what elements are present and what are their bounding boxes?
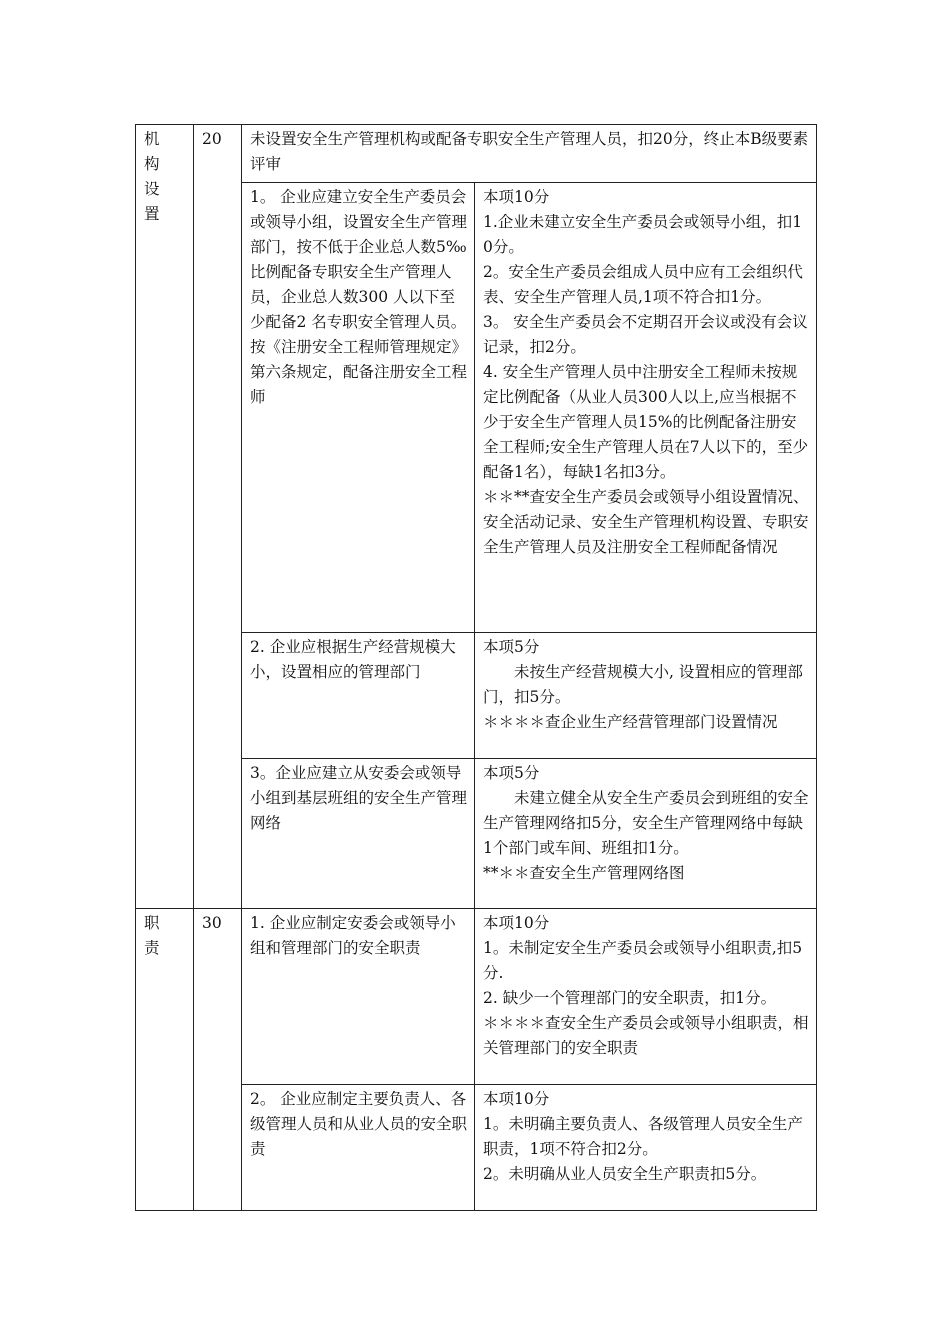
table-row [136,125,817,183]
criteria-line: 2. 缺少一个管理部门的安全职责，扣1分。 [483,989,777,1007]
criteria-line: 1.企业未建立安全生产委员会或领导小组，扣10分。 [483,213,803,256]
category-label: 职责 [144,914,160,957]
category-cell [136,125,194,909]
criteria-cell [475,759,817,909]
requirement-cell: 2。 企业应制定主要负责人、各级管理人员和从业人员的安全职责 [242,1085,475,1211]
requirement-cell: 3。企业应建立从安委会或领导小组到基层班组的安全生产管理网络 [242,759,475,909]
score-cell: 20 [194,125,242,909]
criteria-line: 2。安全生产委员会组成人员中应有工会组织代表、安全生产管理人员,1项不符合扣1分。 [483,263,803,306]
criteria-cell [475,633,817,759]
criteria-line: 本项10分 [483,914,550,932]
criteria-line: 2。未明确从业人员安全生产职责扣5分。 [483,1165,767,1183]
criteria-cell [475,1085,817,1211]
criteria-line: **＊＊查安全生产管理网络图 [483,864,685,882]
criteria-line: 1。未明确主要负责人、各级管理人员安全生产职责，1项不符合扣2分。 [483,1115,803,1158]
criteria-cell [475,183,817,633]
requirement-cell: 1。 企业应建立安全生产委员会或领导小组，设置安全生产管理部门，按不低于企业总人数5‰比例配备专职安全生产管理人员，企业总人数300 人以下至少配备2 名专职安全管理人员。按《注册安全工程师管理规定》第六条规定，配备注册安全工程师 [242,183,475,633]
criteria-line: ＊＊＊＊查安全生产委员会或领导小组职责，相关管理部门的安全职责 [483,1014,809,1057]
criteria-line: 本项5分 [483,764,540,782]
category-label: 机构设置 [144,130,160,223]
criteria-line: ＊＊＊＊查企业生产经营管理部门设置情况 [483,713,778,731]
criteria-line: 本项5分 [483,638,540,656]
criteria-cell [475,909,817,1085]
score-cell: 30 [194,909,242,1211]
criteria-line: 未按生产经营规模大小, 设置相应的管理部门，扣5分。 [483,663,803,706]
criteria-line: ＊＊**查安全生产委员会或领导小组设置情况、安全活动记录、安全生产管理机构设置、专职安全生产管理人员及注册安全工程师配备情况 [483,488,809,556]
requirement-cell: 1. 企业应制定安委会或领导小组和管理部门的安全职责 [242,909,475,1085]
table-row [136,909,817,1085]
category-cell [136,909,194,1211]
criteria-line: 未建立健全从安全生产委员会到班组的安全生产管理网络扣5分，安全生产管理网络中每缺1个部门或车间、班组扣1分。 [483,789,809,857]
criteria-line: 4. 安全生产管理人员中注册安全工程师未按规定比例配备（从业人员300人以上,应当根据不少于安全生产管理人员15%的比例配备注册安全工程师;安全生产管理人员在7人以下的，至少配备1名），每缺1名扣3分。 [483,363,809,481]
header-note: 未设置安全生产管理机构或配备专职安全生产管理人员，扣20分，终止本B级要素评审 [242,125,817,183]
criteria-line: 3。 安全生产委员会不定期召开会议或没有会议记录，扣2分。 [483,313,808,356]
criteria-line: 本项10分 [483,1090,550,1108]
criteria-line: 1。未制定安全生产委员会或领导小组职责,扣5分. [483,939,803,982]
requirement-cell: 2. 企业应根据生产经营规模大小，设置相应的管理部门 [242,633,475,759]
standards-table [135,124,817,1211]
criteria-line: 本项10分 [483,188,550,206]
